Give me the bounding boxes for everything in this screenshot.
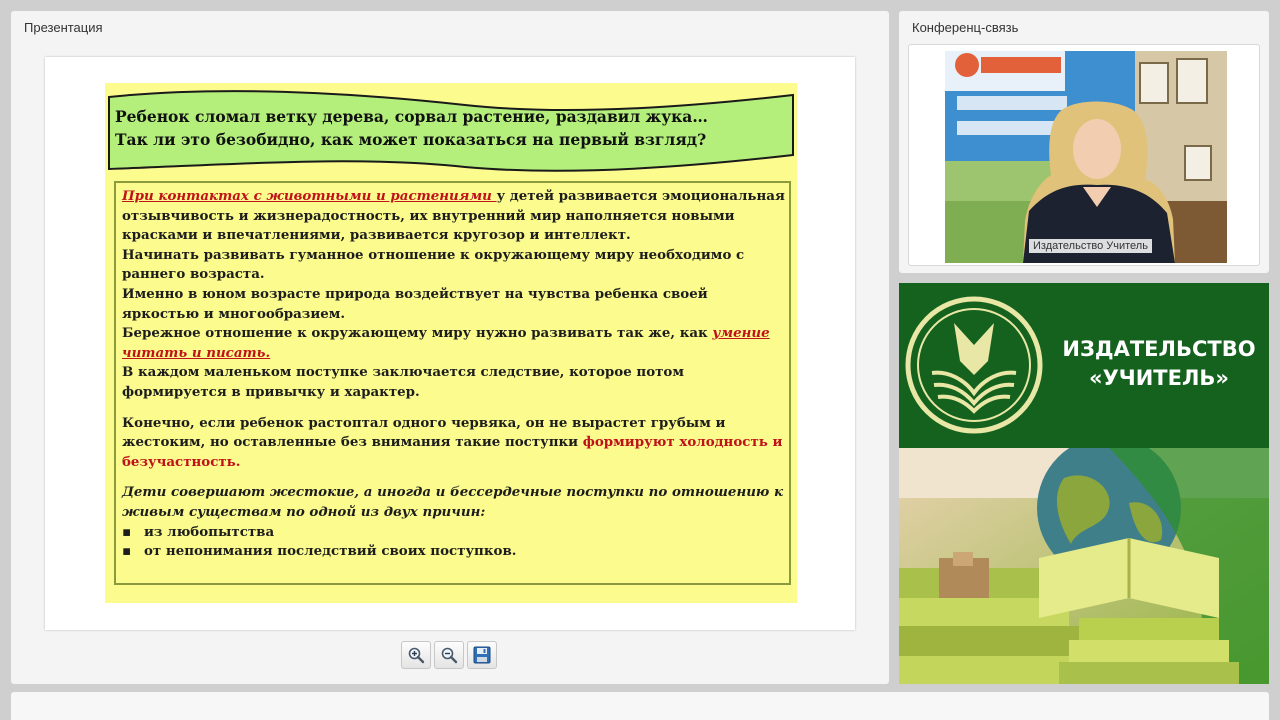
slide-content-box [114,181,791,585]
slide-toolbar [401,641,497,669]
highlight-coldness: формируют холодность и безучастность. [122,434,783,470]
slide-heading-line-1: Ребенок сломал ветку дерева, сорвал растение, раздавил жука… [115,107,708,126]
bullet-marker: ▪ [122,543,132,560]
webcam-scene [945,51,1227,263]
slide-content [122,187,787,562]
publisher-banner-image [899,448,1269,684]
publisher-name-line-2: «УЧИТЕЛЬ» [1089,366,1229,390]
books-globe-illustration [899,448,1269,684]
publisher-name [1054,335,1264,393]
paragraph-contacts-text: у детей развивается эмоциональная отзывчивость и жизнерадостность, их внутренний мир наполняется новыми красками и впечатлениями, развивается кругозор и интеллект. [122,188,785,244]
publisher-name-line-1: ИЗДАТЕЛЬСТВО [1062,337,1256,361]
floppy-disk-icon [472,645,492,665]
bottom-panel [11,692,1269,720]
paragraph-care-text: Бережное отношение к окружающему миру нужно развивать так же, как [122,325,713,342]
publisher-banner [899,283,1269,684]
conference-panel [899,11,1269,273]
slide-heading [115,105,795,151]
zoom-out-icon [440,646,458,664]
paragraph-contacts [122,187,787,246]
paragraph-humane: Начинать развивать гуманное отношение к окружающему миру необходимо с раннего возраста. [122,246,745,283]
bullet-text: от непонимания последствий своих поступков. [144,543,517,560]
save-slide-button[interactable] [467,641,497,669]
paragraph-worm [122,414,787,473]
video-participant-label: Издательство Учитель [1029,239,1152,253]
highlight-reading: умение читать и писать. [122,325,770,361]
paragraph-nature: Именно в юном возрасте природа воздействует на чувства ребенка своей яркостью и многообразием. [122,285,708,322]
publisher-logo-icon [902,295,1047,440]
zoom-in-button[interactable] [401,641,431,669]
slide-heading-line-2: Так ли это безобидно, как может показаться на первый взгляд? [115,130,707,149]
slide [105,83,797,603]
zoom-out-button[interactable] [434,641,464,669]
conference-panel-title: Конференц-связь [912,20,1019,35]
list-item [122,523,787,543]
webcam-video[interactable] [945,51,1227,263]
highlight-contacts: При контактах с животными и растениями [122,188,497,204]
publisher-banner-top [899,283,1269,448]
list-item [122,542,787,562]
video-frame [908,44,1260,266]
paragraph-reasons: Дети совершают жестокие, а иногда и бессердечные поступки по отношению к живым существам по одной из двух причин: [122,484,784,520]
paragraph-consequence: В каждом маленьком поступке заключается следствие, которое потом формируется в привычку и характер. [122,364,684,400]
bullet-text: из любопытства [144,523,275,540]
zoom-in-icon [407,646,425,664]
slide-viewer[interactable] [45,57,855,630]
paragraph-care [122,324,787,363]
paragraph-worm-text: Конечно, если ребенок растоптал одного червяка, он не вырастет грубым и жестоким, но оставленные без внимания такие поступки [122,414,726,451]
presentation-panel [11,11,889,684]
bullet-marker: ▪ [122,523,132,540]
presentation-panel-title: Презентация [24,20,103,35]
